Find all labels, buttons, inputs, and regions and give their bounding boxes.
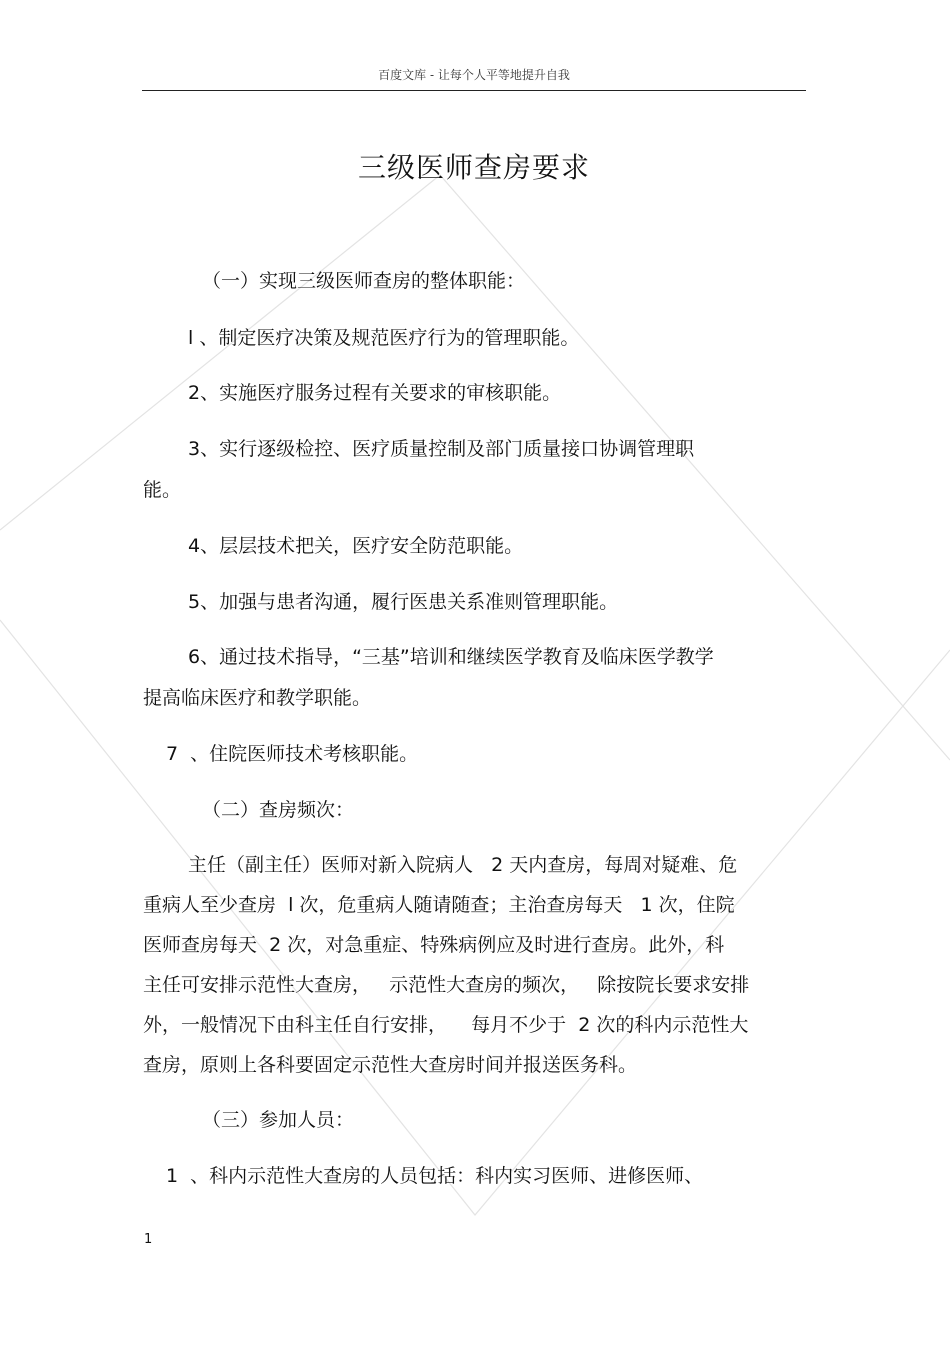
list-item-7: 7 、住院医师技术考核职能。 [166, 743, 419, 765]
paragraph-line: 主任（副主任）医师对新入院病人 2 天内查房，每周对疑难、危 [188, 854, 738, 876]
paragraph-line: 外，一般情况下由科主任自行安排， 每月不少于 2 次的科内示范性大 [143, 1014, 749, 1036]
list-item-participants: 1 、科内示范性大查房的人员包括：科内实习医师、进修医师、 [166, 1165, 704, 1187]
document-title: 三级医师查房要求 [357, 151, 590, 184]
list-item-4: 4、层层技术把关，医疗安全防范职能。 [188, 535, 524, 557]
list-item-3: 3、实行逐级检控、医疗质量控制及部门质量接口协调管理职 [188, 438, 695, 460]
list-item-6: 6、通过技术指导，“三基”培训和继续医学教育及临床医学教学 [188, 646, 714, 668]
section-heading-2: （二）查房频次： [202, 799, 355, 821]
paragraph-line: 主任可安排示范性大查房， 示范性大查房的频次， 除按院长要求安排 [143, 974, 750, 996]
paragraph-line: 重病人至少查房 l 次，危重病人随请随查；主治查房每天 1 次，住院 [143, 894, 735, 916]
paragraph-line: 查房，原则上各科要固定示范性大查房时间并报送医务科。 [143, 1054, 638, 1076]
section-heading-3: （三）参加人员： [202, 1109, 355, 1131]
section-heading-1: （一）实现三级医师查房的整体职能： [202, 270, 526, 292]
header-rule [142, 90, 806, 91]
paragraph-line: 医师查房每天 2 次，对急重症、特殊病例应及时进行查房。此外，科 [143, 934, 725, 956]
list-item-6-cont: 提高临床医疗和教学职能。 [143, 687, 372, 709]
list-item-2: 2、实施医疗服务过程有关要求的审核职能。 [188, 382, 562, 404]
page-number: 1 [144, 1232, 153, 1247]
list-item-1: l 、制定医疗决策及规范医疗行为的管理职能。 [188, 327, 580, 349]
list-item-5: 5、加强与患者沟通，履行医患关系准则管理职能。 [188, 591, 619, 613]
list-item-3-cont: 能。 [143, 479, 182, 501]
page-header: 百度文库 - 让每个人平等地提升自我 [378, 68, 570, 82]
